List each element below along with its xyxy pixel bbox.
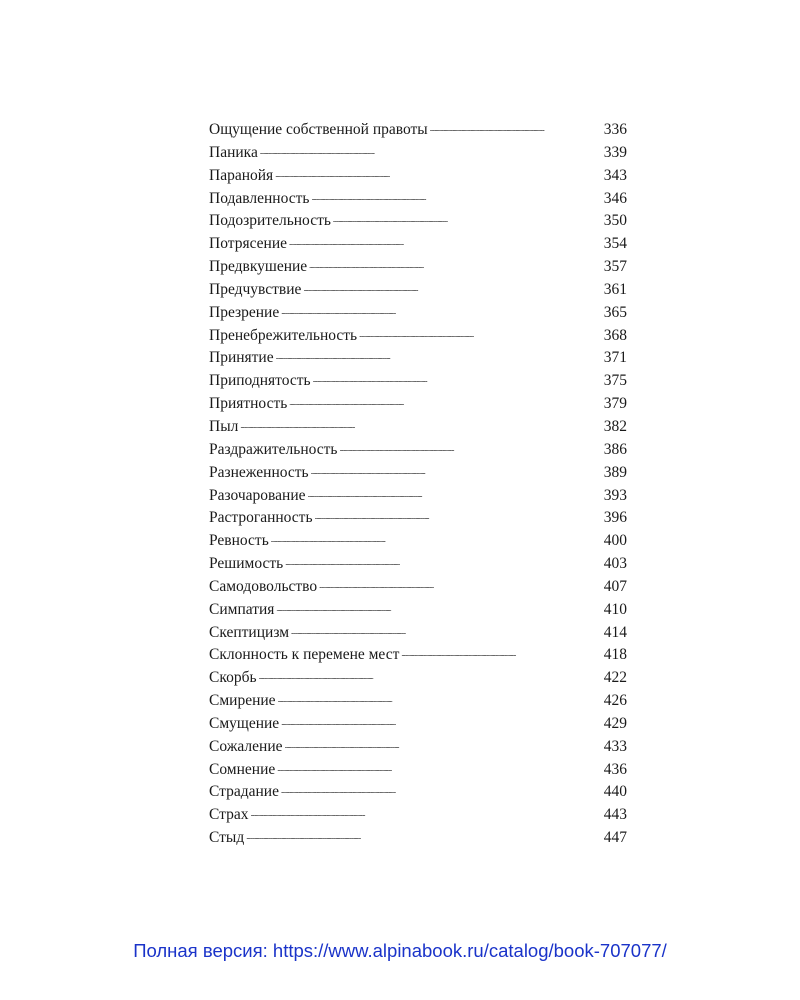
toc-entry[interactable] — [209, 669, 627, 692]
toc-entry[interactable] — [209, 304, 627, 327]
toc-entry[interactable] — [209, 532, 627, 555]
toc-entry-title: Симпатия — [209, 600, 275, 618]
toc-entry-title: Приподнятость — [209, 372, 311, 390]
toc-entry-page-number: 426 — [603, 692, 627, 710]
toc-entry-title: Страдание — [209, 783, 279, 801]
toc-entry-title: Ощущение собственной правоты — [209, 121, 428, 138]
toc-entry[interactable] — [209, 555, 627, 578]
toc-entry-page-number: 379 — [603, 395, 627, 413]
toc-entry-page-number: 418 — [603, 646, 627, 664]
dot-leader — [275, 168, 602, 180]
toc-entry[interactable] — [209, 212, 627, 235]
toc-entry-title: Подавленность — [209, 189, 310, 207]
dot-leader — [401, 647, 601, 659]
toc-entry[interactable] — [209, 578, 627, 601]
toc-entry-title: Пренебрежительность — [209, 326, 358, 344]
toc-entry-page-number: 354 — [603, 235, 627, 253]
toc-entry-page-number: 343 — [603, 166, 627, 184]
toc-entry[interactable] — [209, 464, 627, 487]
toc-entry[interactable] — [209, 349, 627, 372]
toc-entry-title: Решимость — [209, 555, 284, 573]
toc-entry-page-number: 357 — [603, 258, 627, 276]
toc-entry-page-number: 433 — [603, 737, 627, 755]
dot-leader — [308, 488, 602, 500]
dot-leader — [277, 762, 602, 774]
toc-entry-page-number: 410 — [603, 600, 627, 618]
dot-leader — [260, 145, 602, 157]
dot-leader — [430, 122, 602, 134]
toc-entry[interactable] — [209, 715, 627, 738]
dot-leader — [313, 373, 602, 385]
dot-leader — [289, 396, 601, 408]
toc-entry[interactable] — [209, 738, 627, 761]
toc-entry[interactable] — [209, 190, 627, 213]
dot-leader — [303, 282, 601, 294]
dot-leader — [246, 830, 602, 842]
dot-leader — [281, 305, 602, 317]
toc-entry-title: Паранойя — [209, 166, 274, 184]
toc-entry-page-number: 365 — [603, 303, 627, 321]
toc-entry-page-number: 336 — [603, 121, 627, 138]
toc-entry-page-number: 346 — [603, 189, 627, 207]
toc-entry-page-number: 386 — [603, 440, 627, 458]
toc-entry-title: Разнеженность — [209, 463, 309, 481]
full-version-link[interactable]: Полная версия: https://www.alpinabook.ru/catalog/book-707077/ — [133, 940, 667, 961]
dot-leader — [311, 465, 602, 477]
toc-entry-page-number: 440 — [603, 783, 627, 801]
toc-entry-page-number: 339 — [603, 143, 627, 161]
dot-leader — [319, 579, 602, 591]
toc-entry-title: Скептицизм — [209, 623, 290, 641]
dot-leader — [259, 670, 602, 682]
toc-entry[interactable] — [209, 624, 627, 647]
toc-entry[interactable] — [209, 395, 627, 418]
dot-leader — [333, 213, 602, 225]
dot-leader — [281, 716, 602, 728]
toc-entry-title: Предвкушение — [209, 258, 308, 276]
toc-entry[interactable] — [209, 418, 627, 441]
toc-entry[interactable] — [209, 441, 627, 464]
toc-entry[interactable] — [209, 692, 627, 715]
toc-entry-title: Принятие — [209, 349, 274, 367]
toc-entry-page-number: 407 — [603, 577, 627, 595]
toc-entry-page-number: 368 — [603, 326, 627, 344]
dot-leader — [250, 807, 601, 819]
toc-entry[interactable] — [209, 783, 627, 806]
toc-entry-title: Потрясение — [209, 235, 287, 253]
toc-entry-page-number: 371 — [603, 349, 627, 367]
toc-entry-page-number: 396 — [603, 509, 627, 527]
dot-leader — [276, 602, 601, 614]
dot-leader — [271, 533, 602, 545]
toc-entry-page-number: 393 — [603, 486, 627, 504]
toc-entry[interactable] — [209, 144, 627, 167]
toc-entry-title: Растроганность — [209, 509, 313, 527]
toc-entry-title: Приятность — [209, 395, 288, 413]
toc-entry[interactable] — [209, 487, 627, 510]
toc-entry[interactable] — [209, 281, 627, 304]
dot-leader — [315, 510, 602, 522]
toc-entry-page-number: 403 — [603, 555, 627, 573]
toc-entry-title: Ревность — [209, 532, 269, 550]
toc-entry[interactable] — [209, 235, 627, 258]
toc-entry-title: Разочарование — [209, 486, 306, 504]
toc-entry-title: Страх — [209, 806, 249, 824]
toc-entry[interactable] — [209, 806, 627, 829]
toc-entry-title: Сожаление — [209, 737, 283, 755]
dot-leader — [281, 784, 602, 796]
dot-leader — [285, 739, 602, 751]
toc-entry-page-number: 429 — [603, 714, 627, 732]
dot-leader — [285, 556, 602, 568]
dot-leader — [311, 191, 601, 203]
dot-leader — [359, 328, 602, 340]
dot-leader — [309, 259, 602, 271]
toc-entry[interactable] — [209, 601, 627, 624]
toc-entry[interactable] — [209, 258, 627, 281]
toc-entry[interactable] — [209, 121, 627, 144]
dot-leader — [289, 236, 602, 248]
toc-entry-title: Пыл — [209, 417, 239, 435]
toc-entry-page-number: 414 — [603, 623, 627, 641]
toc-entry-title: Самодовольство — [209, 577, 318, 595]
toc-entry-title: Предчувствие — [209, 280, 302, 298]
dot-leader — [240, 419, 601, 431]
dot-leader — [291, 625, 602, 637]
toc-entry-title: Сомнение — [209, 760, 276, 778]
dot-leader — [276, 350, 602, 362]
toc-entry[interactable] — [209, 167, 627, 190]
toc-entry-page-number: 443 — [603, 806, 627, 824]
toc-entry[interactable] — [209, 372, 627, 395]
dot-leader — [278, 693, 602, 705]
toc-entry-page-number: 389 — [603, 463, 627, 481]
toc-entry-title: Смущение — [209, 714, 280, 732]
toc-entry-page-number: 382 — [603, 417, 627, 435]
toc-entry[interactable] — [209, 761, 627, 784]
toc-entry-page-number: 422 — [603, 669, 627, 687]
toc-entry[interactable] — [209, 509, 627, 532]
toc-entry-title: Паника — [209, 143, 258, 161]
toc-entry-title: Стыд — [209, 829, 245, 847]
toc-entry-title: Раздражительность — [209, 440, 338, 458]
toc-entry-page-number: 400 — [603, 532, 627, 550]
toc-entry-title: Скорбь — [209, 669, 257, 687]
toc-entry-page-number: 436 — [603, 760, 627, 778]
toc-entry-title: Подозрительность — [209, 212, 331, 230]
table-of-contents — [209, 121, 627, 852]
toc-entry-title: Смирение — [209, 692, 276, 710]
toc-entry[interactable] — [209, 327, 627, 350]
toc-entry-page-number: 447 — [603, 829, 627, 847]
toc-entry-page-number: 361 — [603, 280, 627, 298]
toc-entry[interactable] — [209, 829, 627, 852]
toc-entry-page-number: 350 — [603, 212, 627, 230]
dot-leader — [339, 442, 601, 454]
toc-entry-page-number: 375 — [603, 372, 627, 390]
toc-entry[interactable] — [209, 646, 627, 669]
toc-entry-title: Презрение — [209, 303, 280, 321]
toc-entry-title: Склонность к перемене мест — [209, 646, 400, 664]
